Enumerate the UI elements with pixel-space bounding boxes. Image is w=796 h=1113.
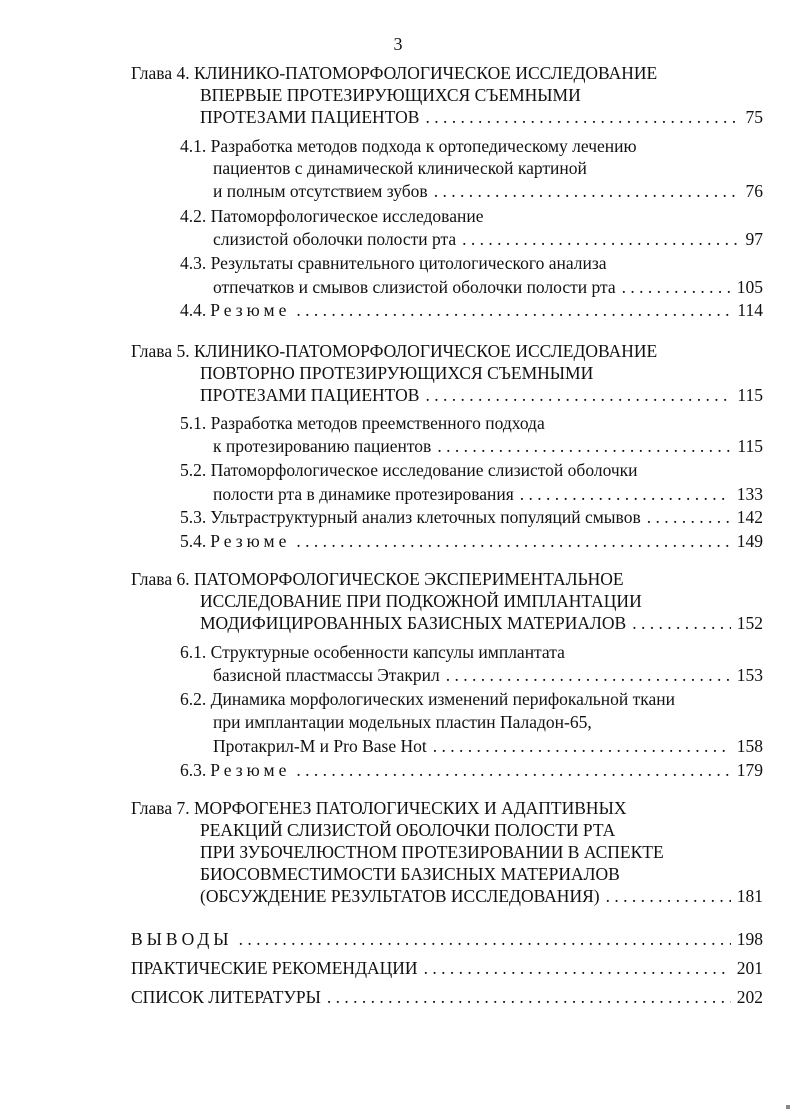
page-ref: 115 bbox=[737, 436, 763, 456]
references-entry[interactable] bbox=[131, 986, 763, 1008]
leader-dots bbox=[622, 276, 731, 298]
leader-dots bbox=[462, 228, 739, 250]
section-title: Патоморфологическое исследование bbox=[210, 206, 484, 226]
section-4-1-line-1 bbox=[180, 135, 637, 157]
section-6-1-line-2[interactable] bbox=[213, 664, 763, 686]
section-5-1-line-1 bbox=[180, 412, 545, 434]
section-number: 5.4. bbox=[180, 531, 207, 551]
section-title: Протакрил-М и Pro Base Hot bbox=[213, 736, 427, 756]
chapter-label: Глава 7. bbox=[131, 798, 190, 818]
section-4-4[interactable] bbox=[180, 299, 763, 321]
page-ref: 158 bbox=[736, 736, 763, 756]
chapter-title: КЛИНИКО-ПАТОМОРФОЛОГИЧЕСКОЕ ИССЛЕДОВАНИЕ bbox=[193, 63, 658, 83]
section-title: отпечатков и смывов слизистой оболочки полости рта bbox=[213, 277, 616, 297]
section-6-2-line-2: при имплантации модельных пластин Паладон-65, bbox=[213, 712, 592, 732]
chapter-4-title-line-2: ВПЕРВЫЕ ПРОТЕЗИРУЮЩИХСЯ СЪЕМНЫМИ bbox=[200, 85, 581, 105]
section-4-1-line-3[interactable] bbox=[213, 180, 763, 202]
leader-dots bbox=[327, 986, 731, 1008]
chapter-title: ПРОТЕЗАМИ ПАЦИЕНТОВ bbox=[200, 385, 420, 405]
page-ref: 179 bbox=[736, 760, 763, 780]
section-title: Резюме bbox=[210, 760, 291, 780]
section-title: к протезированию пациентов bbox=[213, 436, 432, 456]
leader-dots bbox=[606, 885, 731, 907]
chapter-7-title-line-3: ПРИ ЗУБОЧЕЛЮСТНОМ ПРОТЕЗИРОВАНИИ В АСПЕКТЕ bbox=[200, 842, 664, 862]
chapter-label: Глава 4. bbox=[131, 63, 190, 83]
leader-dots bbox=[434, 180, 740, 202]
section-title: слизистой оболочки полости рта bbox=[213, 229, 457, 249]
page-ref: 75 bbox=[745, 107, 763, 127]
chapter-5-title-line-3[interactable] bbox=[200, 384, 763, 406]
leader-dots bbox=[647, 506, 731, 528]
leader-dots bbox=[446, 664, 731, 686]
leader-dots bbox=[239, 928, 731, 950]
page-ref: 198 bbox=[736, 929, 763, 949]
page-ref: 142 bbox=[736, 507, 763, 527]
section-number: 5.2. bbox=[180, 460, 207, 480]
section-number: 6.2. bbox=[180, 689, 207, 709]
chapter-label: Глава 6. bbox=[131, 569, 190, 589]
section-number: 5.3. bbox=[180, 507, 207, 527]
page-ref: 133 bbox=[736, 484, 763, 504]
leader-dots bbox=[425, 384, 731, 406]
section-5-4[interactable] bbox=[180, 530, 763, 552]
chapter-title: КЛИНИКО-ПАТОМОРФОЛОГИЧЕСКОЕ ИССЛЕДОВАНИЕ bbox=[193, 341, 658, 361]
section-title: Патоморфологическое исследование слизистой оболочки bbox=[210, 460, 638, 480]
leader-dots bbox=[296, 530, 730, 552]
section-4-2-line-2[interactable] bbox=[213, 228, 763, 250]
leader-dots bbox=[437, 435, 731, 457]
chapter-4-heading-line-1 bbox=[131, 62, 657, 84]
section-title: и полным отсутствием зубов bbox=[213, 181, 428, 201]
section-number: 4.4. bbox=[180, 300, 207, 320]
entry-title: ВЫВОДЫ bbox=[131, 929, 233, 949]
section-title: Структурные особенности капсулы имплантата bbox=[210, 642, 565, 662]
scan-mark bbox=[786, 1105, 790, 1109]
conclusions-entry[interactable] bbox=[131, 928, 763, 950]
leader-dots bbox=[296, 299, 731, 321]
chapter-7-title-line-4: БИОСОВМЕСТИМОСТИ БАЗИСНЫХ МАТЕРИАЛОВ bbox=[200, 864, 620, 884]
section-title: Разработка методов преемственного подхода bbox=[210, 413, 545, 433]
leader-dots bbox=[424, 957, 731, 979]
chapter-title: ПРОТЕЗАМИ ПАЦИЕНТОВ bbox=[200, 107, 420, 127]
chapter-title: МОРФОГЕНЕЗ ПАТОЛОГИЧЕСКИХ И АДАПТИВНЫХ bbox=[193, 798, 627, 818]
section-5-2-line-2[interactable] bbox=[213, 483, 763, 505]
section-title: Резюме bbox=[210, 300, 291, 320]
section-title: Разработка методов подхода к ортопедическому лечению bbox=[210, 136, 637, 156]
section-number: 5.1. bbox=[180, 413, 207, 433]
chapter-6-title-line-2: ИССЛЕДОВАНИЕ ПРИ ПОДКОЖНОЙ ИМПЛАНТАЦИИ bbox=[200, 591, 642, 611]
section-title: Ультраструктурный анализ клеточных популяций смывов bbox=[210, 507, 641, 527]
leader-dots bbox=[520, 483, 731, 505]
chapter-6-heading-line-1 bbox=[131, 568, 624, 590]
section-title: Динамика морфологических изменений перифокальной ткани bbox=[210, 689, 676, 709]
page-ref: 97 bbox=[745, 229, 763, 249]
chapter-title: (ОБСУЖДЕНИЕ РЕЗУЛЬТАТОВ ИССЛЕДОВАНИЯ) bbox=[200, 886, 600, 906]
section-title: базисной пластмассы Этакрил bbox=[213, 665, 440, 685]
leader-dots bbox=[296, 759, 730, 781]
chapter-6-title-line-3[interactable] bbox=[200, 612, 763, 634]
page-ref: 76 bbox=[745, 181, 763, 201]
section-4-3-line-2[interactable] bbox=[213, 276, 763, 298]
section-5-2-line-1 bbox=[180, 459, 638, 481]
chapter-5-heading-line-1 bbox=[131, 340, 657, 362]
page-ref: 202 bbox=[736, 987, 763, 1007]
leader-dots bbox=[433, 735, 731, 757]
section-title: Результаты сравнительного цитологического анализа bbox=[210, 253, 607, 273]
section-5-3[interactable] bbox=[180, 506, 763, 528]
page-ref: 152 bbox=[736, 613, 763, 633]
section-6-2-line-3[interactable] bbox=[213, 735, 763, 757]
section-5-1-line-2[interactable] bbox=[213, 435, 763, 457]
entry-title: СПИСОК ЛИТЕРАТУРЫ bbox=[131, 987, 321, 1007]
section-4-2-line-1 bbox=[180, 205, 483, 227]
chapter-label: Глава 5. bbox=[131, 341, 190, 361]
section-6-1-line-1 bbox=[180, 641, 565, 663]
chapter-7-title-line-5[interactable] bbox=[200, 885, 763, 907]
section-number: 4.2. bbox=[180, 206, 207, 226]
section-6-2-line-1 bbox=[180, 688, 675, 710]
page-number: 3 bbox=[393, 34, 403, 54]
page-ref: 105 bbox=[736, 277, 763, 297]
chapter-title: МОДИФИЦИРОВАННЫХ БАЗИСНЫХ МАТЕРИАЛОВ bbox=[200, 613, 627, 633]
page-ref: 115 bbox=[737, 385, 763, 405]
page-ref: 149 bbox=[736, 531, 763, 551]
section-number: 6.1. bbox=[180, 642, 207, 662]
chapter-7-heading-line-1 bbox=[131, 797, 626, 819]
chapter-7-title-line-2: РЕАКЦИЙ СЛИЗИСТОЙ ОБОЛОЧКИ ПОЛОСТИ РТА bbox=[200, 820, 616, 840]
section-title: Резюме bbox=[210, 531, 291, 551]
page-ref: 153 bbox=[736, 665, 763, 685]
chapter-4-title-line-3[interactable] bbox=[200, 106, 763, 128]
page-ref: 181 bbox=[736, 886, 763, 906]
section-number: 6.3. bbox=[180, 760, 207, 780]
section-number: 4.1. bbox=[180, 136, 207, 156]
section-4-1-line-2: пациентов с динамической клинической картиной bbox=[213, 158, 587, 178]
section-title: полости рта в динамике протезирования bbox=[213, 484, 514, 504]
chapter-title: ПАТОМОРФОЛОГИЧЕСКОЕ ЭКСПЕРИМЕНТАЛЬНОЕ bbox=[193, 569, 624, 589]
section-6-3[interactable] bbox=[180, 759, 763, 781]
section-number: 4.3. bbox=[180, 253, 207, 273]
practical-recommendations-entry[interactable] bbox=[131, 957, 763, 979]
entry-title: ПРАКТИЧЕСКИЕ РЕКОМЕНДАЦИИ bbox=[131, 958, 418, 978]
page-ref: 114 bbox=[737, 300, 763, 320]
section-4-3-line-1 bbox=[180, 252, 607, 274]
leader-dots bbox=[425, 106, 739, 128]
leader-dots bbox=[632, 612, 731, 634]
page-ref: 201 bbox=[736, 958, 763, 978]
chapter-5-title-line-2: ПОВТОРНО ПРОТЕЗИРУЮЩИХСЯ СЪЕМНЫМИ bbox=[200, 363, 594, 383]
